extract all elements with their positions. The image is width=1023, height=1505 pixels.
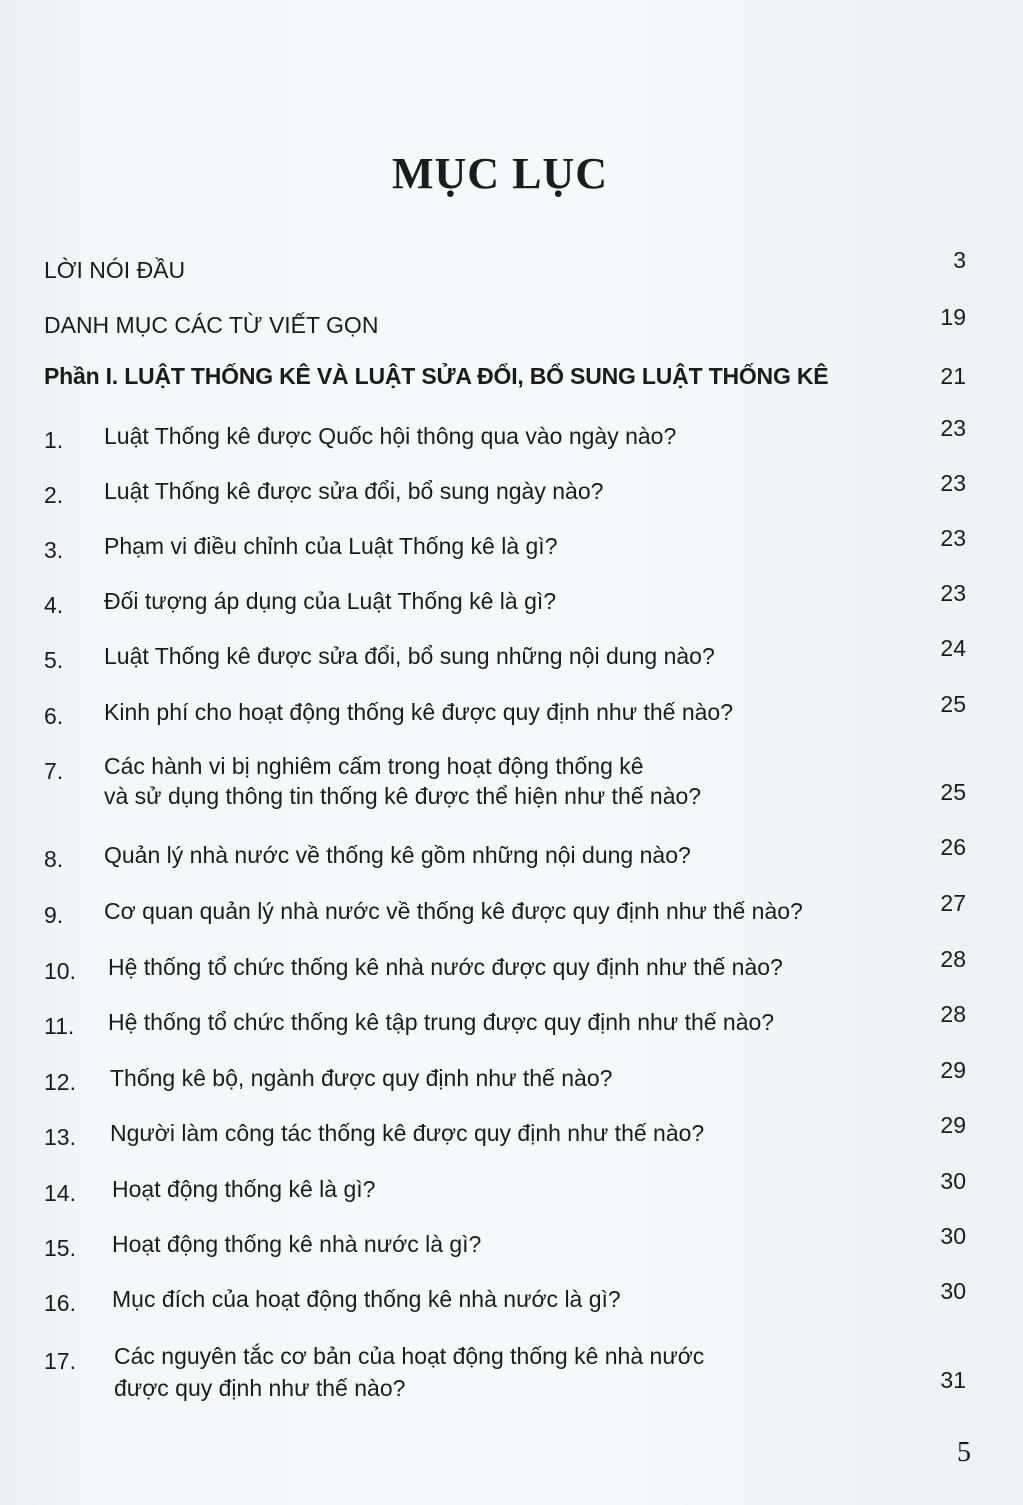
toc-question <box>0 750 1023 820</box>
question-number: 7. <box>44 758 64 784</box>
question-number: 11. <box>44 1013 75 1039</box>
question-text: Đối tượng áp dụng của Luật Thống kê là gì? <box>104 588 557 614</box>
question-page: 28 <box>940 946 966 972</box>
question-number: 12. <box>44 1069 76 1095</box>
question-page: 25 <box>940 779 966 805</box>
question-number: 4. <box>44 592 64 618</box>
question-page: 25 <box>940 691 966 717</box>
question-page: 31 <box>940 1367 966 1393</box>
question-page: 28 <box>940 1001 966 1027</box>
question-number: 17. <box>44 1348 76 1374</box>
question-text: Kinh phí cho hoạt động thống kê được quy định như thế nào? <box>104 699 734 725</box>
question-text: Các nguyên tắc cơ bản của hoạt động thống kê nhà nước <box>114 1343 705 1369</box>
toc-entry-label: Phần I. LUẬT THỐNG KÊ VÀ LUẬT SỬA ĐỔI, BỔ SUNG LUẬT THỐNG KÊ <box>44 363 829 389</box>
toc-entry-label: LỜI NÓI ĐẦU <box>44 257 186 283</box>
question-number: 14. <box>44 1180 76 1206</box>
toc-entry-label: DANH MỤC CÁC TỪ VIẾT GỌN <box>44 312 379 338</box>
toc-entry-page: 3 <box>953 247 966 273</box>
question-text: Các hành vi bị nghiêm cấm trong hoạt động thống kê <box>104 753 644 779</box>
question-text: Luật Thống kê được sửa đổi, bổ sung ngày nào? <box>104 478 604 504</box>
question-number: 5. <box>44 647 64 673</box>
question-text: Phạm vi điều chỉnh của Luật Thống kê là gì? <box>104 533 558 559</box>
question-page: 24 <box>940 635 966 661</box>
question-text: Quản lý nhà nước về thống kê gồm những nội dung nào? <box>104 842 691 868</box>
question-number: 13. <box>44 1124 76 1150</box>
question-number: 1. <box>44 427 64 453</box>
question-text: Luật Thống kê được sửa đổi, bổ sung những nội dung nào? <box>104 643 715 669</box>
question-number: 3. <box>44 537 64 563</box>
question-page: 23 <box>940 470 966 496</box>
toc-entry-page: 21 <box>940 363 966 389</box>
question-page: 29 <box>940 1057 966 1083</box>
question-number: 15. <box>44 1235 76 1261</box>
page-number: 5 <box>957 1437 971 1468</box>
question-text-line-2: và sử dụng thông tin thống kê được thể hiện như thế nào? <box>104 783 702 809</box>
question-text: Mục đích của hoạt động thống kê nhà nước là gì? <box>112 1286 621 1312</box>
question-text: Người làm công tác thống kê được quy định như thế nào? <box>110 1120 705 1146</box>
question-number: 16. <box>44 1290 76 1316</box>
question-page: 30 <box>940 1278 966 1304</box>
question-number: 6. <box>44 703 64 729</box>
question-page: 30 <box>940 1168 966 1194</box>
question-number: 8. <box>44 846 64 872</box>
question-text: Hoạt động thống kê nhà nước là gì? <box>112 1231 482 1257</box>
question-number: 10. <box>44 958 76 984</box>
page-title: MỤC LỤC <box>392 149 608 198</box>
toc-entry-page: 19 <box>940 304 966 330</box>
question-text-line-2: được quy định như thế nào? <box>114 1375 406 1401</box>
question-page: 30 <box>940 1223 966 1249</box>
question-number: 9. <box>44 902 64 928</box>
question-page: 23 <box>940 415 966 441</box>
question-text: Hoạt động thống kê là gì? <box>112 1176 376 1202</box>
question-number: 2. <box>44 482 64 508</box>
question-page: 27 <box>940 890 966 916</box>
question-page: 26 <box>940 834 966 860</box>
question-page: 23 <box>940 525 966 551</box>
question-page: 29 <box>940 1112 966 1138</box>
question-text: Hệ thống tổ chức thống kê tập trung được quy định như thế nào? <box>108 1009 775 1035</box>
question-text: Luật Thống kê được Quốc hội thông qua vào ngày nào? <box>104 423 677 449</box>
question-page: 23 <box>940 580 966 606</box>
question-text: Cơ quan quản lý nhà nước về thống kê được quy định như thế nào? <box>104 898 803 924</box>
question-text: Thống kê bộ, ngành được quy định như thế nào? <box>110 1065 613 1091</box>
question-text: Hệ thống tổ chức thống kê nhà nước được quy định như thế nào? <box>108 954 783 980</box>
toc-question <box>0 1340 1023 1410</box>
